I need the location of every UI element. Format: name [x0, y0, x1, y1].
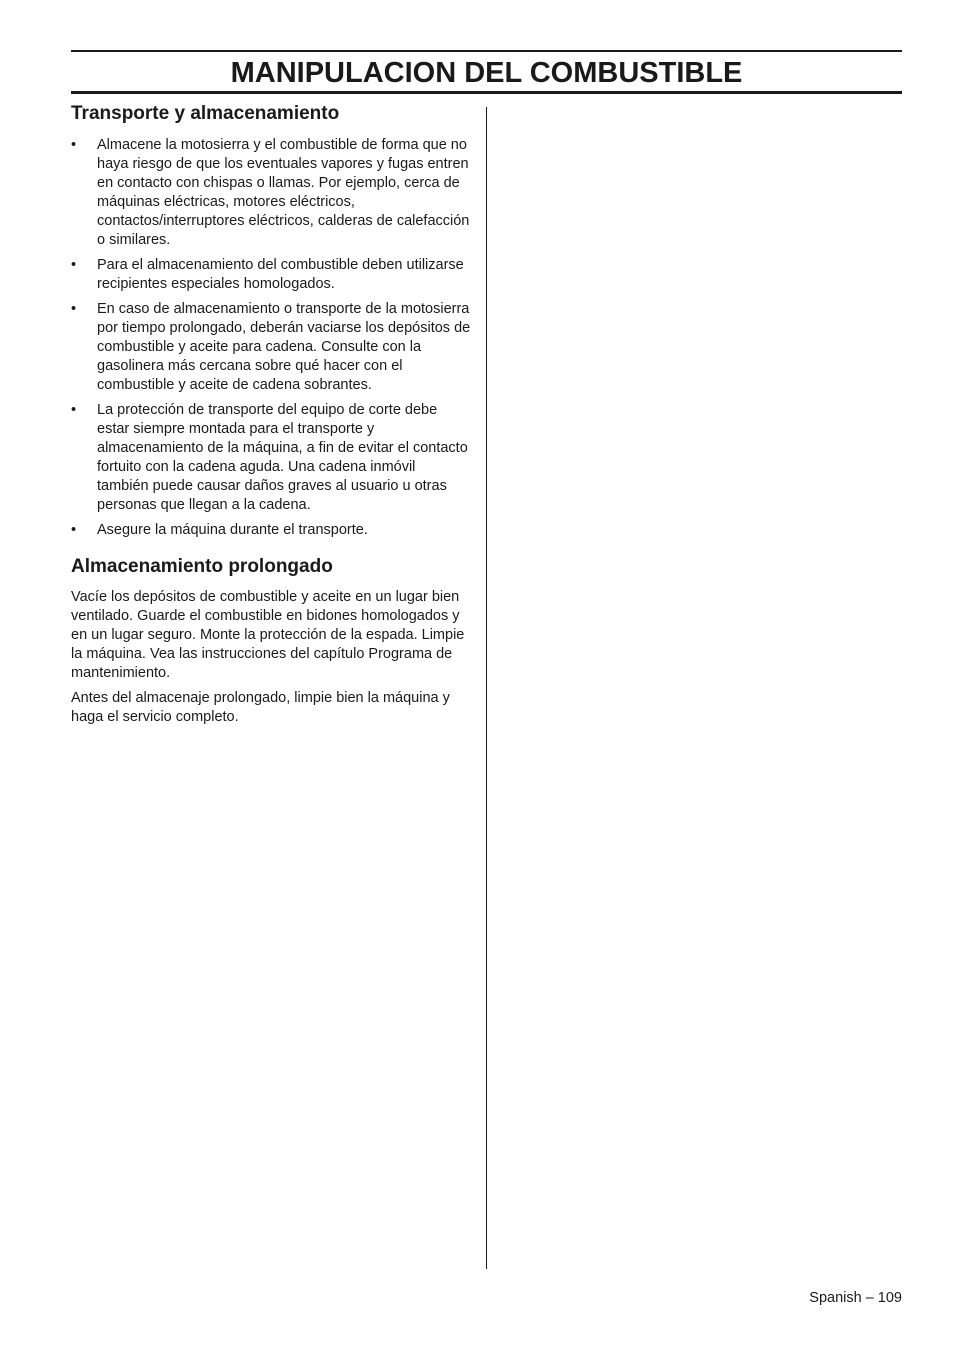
- bullet-icon: •: [71, 301, 77, 317]
- bullet-icon: •: [71, 402, 77, 418]
- bullet-icon: •: [71, 137, 77, 153]
- page-header: [71, 50, 902, 94]
- list-item: [71, 401, 471, 515]
- list-item: [71, 521, 471, 540]
- list-item-text: Para el almacenamiento del combustible deben utilizarse recipientes especiales homologados.: [97, 257, 464, 292]
- list-item-text: Almacene la motosierra y el combustible de forma que no haya riesgo de que los eventuales vapores y fugas entren en contacto con chispas o llamas. Por ejemplo, cerca de máquinas eléctricas, motores eléctricos, contactos/interruptores eléctricos, calderas de calefacción o similares.: [97, 137, 470, 248]
- list-item-text: Asegure la máquina durante el transporte.: [97, 522, 368, 538]
- bullet-icon: •: [71, 522, 77, 538]
- bullet-icon: •: [71, 257, 77, 273]
- left-column: [71, 100, 471, 727]
- list-item-text: La protección de transporte del equipo de corte debe estar siempre montada para el transporte y almacenamiento de la máquina, a fin de evitar el contacto fortuito con la cadena aguda. Una cadena inmóvil también puede causar daños graves al usuario u otras personas que llegan a la cadena.: [97, 402, 468, 513]
- list-item: [71, 256, 471, 294]
- list-item: [71, 300, 471, 395]
- long-storage-paragraph-2: Antes del almacenaje prolongado, limpie bien la máquina y haga el servicio completo.: [71, 690, 450, 725]
- list-item-text: En caso de almacenamiento o transporte de la motosierra por tiempo prolongado, deberán vaciarse los depósitos de combustible y aceite para cadena. Consulte con la gasolinera más cercana sobre qué hacer con el combustible y aceite de cadena sobrantes.: [97, 301, 471, 393]
- long-storage-paragraph-1: Vacíe los depósitos de combustible y aceite en un lugar bien ventilado. Guarde el combustible en bidones homologados y en un lugar seguro. Monte la protección de la espada. Limpie la máquina. Vea las instrucciones del capítulo Programa de mantenimiento.: [71, 589, 465, 681]
- section-heading-transport: Transporte y almacenamiento: [71, 103, 340, 124]
- list-item: [71, 136, 471, 250]
- page-number: Spanish – 109: [809, 1290, 902, 1306]
- column-divider: [486, 107, 487, 1269]
- section-heading-long-storage: Almacenamiento prolongado: [71, 556, 333, 577]
- transport-bullet-list: [71, 136, 471, 540]
- page-title: MANIPULACION DEL COMBUSTIBLE: [230, 57, 743, 89]
